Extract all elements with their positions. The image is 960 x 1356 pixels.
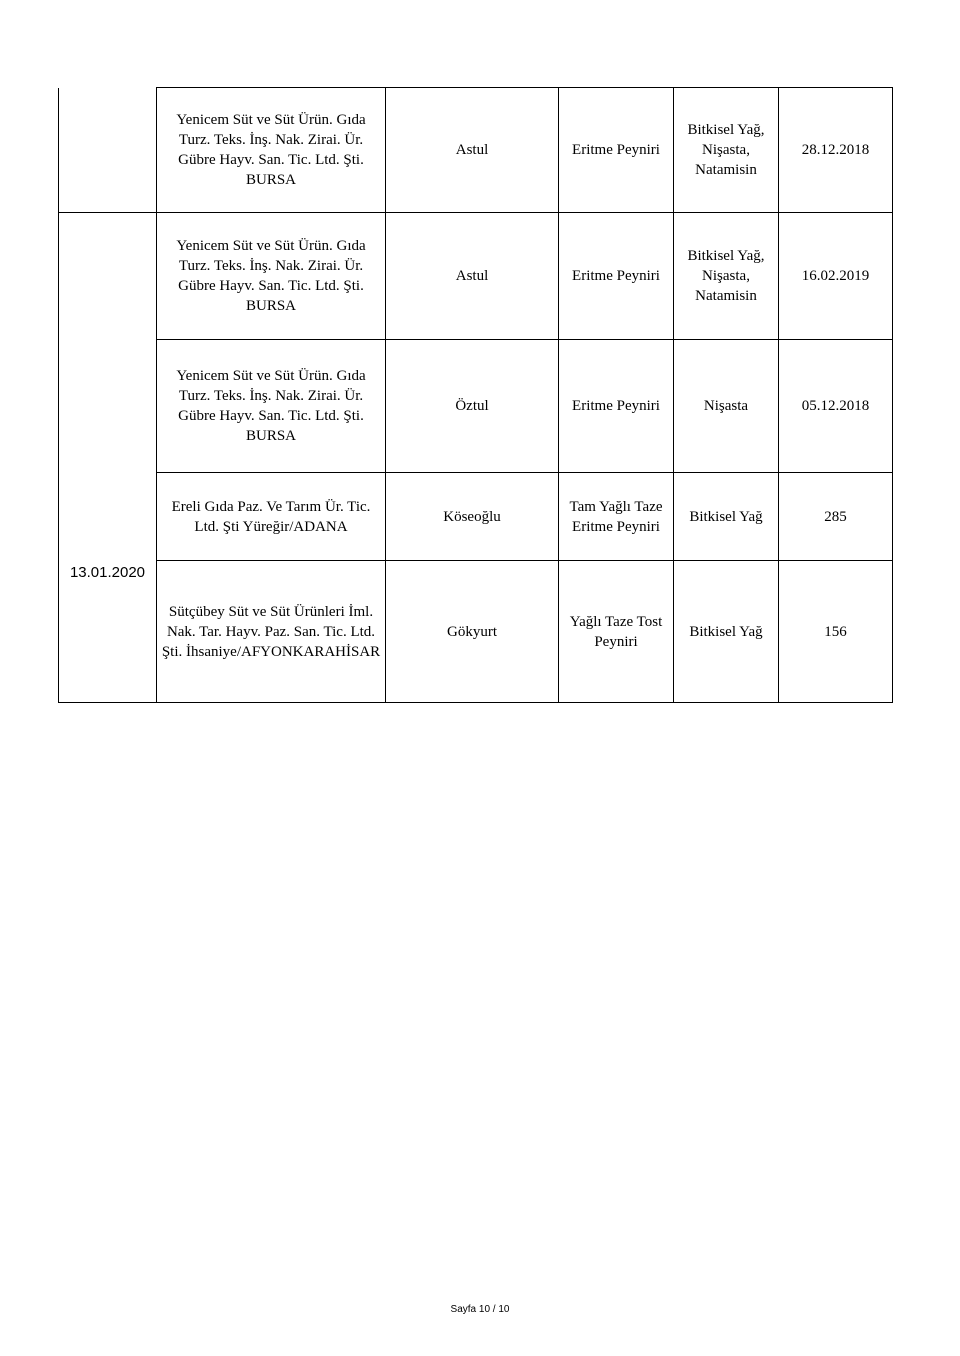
lot-cell: 28.12.2018 — [779, 88, 893, 213]
date-cell: 13.01.2020 — [59, 213, 157, 703]
table-row — [59, 340, 893, 473]
date-cell-continued — [59, 88, 157, 213]
table-row — [59, 561, 893, 703]
page-footer: Sayfa 10 / 10 — [450, 1304, 510, 1315]
company-cell: Yenicem Süt ve Süt Ürün. Gıda Turz. Teks. İnş. Nak. Zirai. Ür. Gübre Hayv. San. Tic. Ltd. Şti. BURSA — [157, 340, 386, 473]
brand-cell: Köseoğlu — [386, 473, 559, 561]
brand-cell: Astul — [386, 213, 559, 340]
lot-cell: 156 — [779, 561, 893, 703]
ingredient-cell: Bitkisel Yağ — [674, 473, 779, 561]
brand-cell: Öztul — [386, 340, 559, 473]
table-row — [59, 88, 893, 213]
company-cell: Ereli Gıda Paz. Ve Tarım Ür. Tic. Ltd. Şti Yüreğir/ADANA — [157, 473, 386, 561]
ingredient-cell: Bitkisel Yağ — [674, 561, 779, 703]
product-cell: Eritme Peyniri — [559, 88, 674, 213]
ingredient-cell: Bitkisel Yağ, Nişasta, Natamisin — [674, 213, 779, 340]
company-cell: Yenicem Süt ve Süt Ürün. Gıda Turz. Teks. İnş. Nak. Zirai. Ür. Gübre Hayv. San. Tic. Ltd. Şti. BURSA — [157, 213, 386, 340]
product-cell: Eritme Peyniri — [559, 213, 674, 340]
lot-cell: 16.02.2019 — [779, 213, 893, 340]
product-cell: Eritme Peyniri — [559, 340, 674, 473]
results-table — [58, 87, 893, 703]
product-cell: Tam Yağlı Taze Eritme Peyniri — [559, 473, 674, 561]
table-row — [59, 213, 893, 340]
brand-cell: Gökyurt — [386, 561, 559, 703]
lot-cell: 05.12.2018 — [779, 340, 893, 473]
ingredient-cell: Bitkisel Yağ, Nişasta, Natamisin — [674, 88, 779, 213]
product-cell: Yağlı Taze Tost Peyniri — [559, 561, 674, 703]
ingredient-cell: Nişasta — [674, 340, 779, 473]
lot-cell: 285 — [779, 473, 893, 561]
company-cell: Sütçübey Süt ve Süt Ürünleri İml. Nak. Tar. Hayv. Paz. San. Tic. Ltd. Şti. İhsaniye/AFYONKARAHİSAR — [157, 561, 386, 703]
company-cell: Yenicem Süt ve Süt Ürün. Gıda Turz. Teks. İnş. Nak. Zirai. Ür. Gübre Hayv. San. Tic. Ltd. Şti. BURSA — [157, 88, 386, 213]
brand-cell: Astul — [386, 88, 559, 213]
table-row — [59, 473, 893, 561]
